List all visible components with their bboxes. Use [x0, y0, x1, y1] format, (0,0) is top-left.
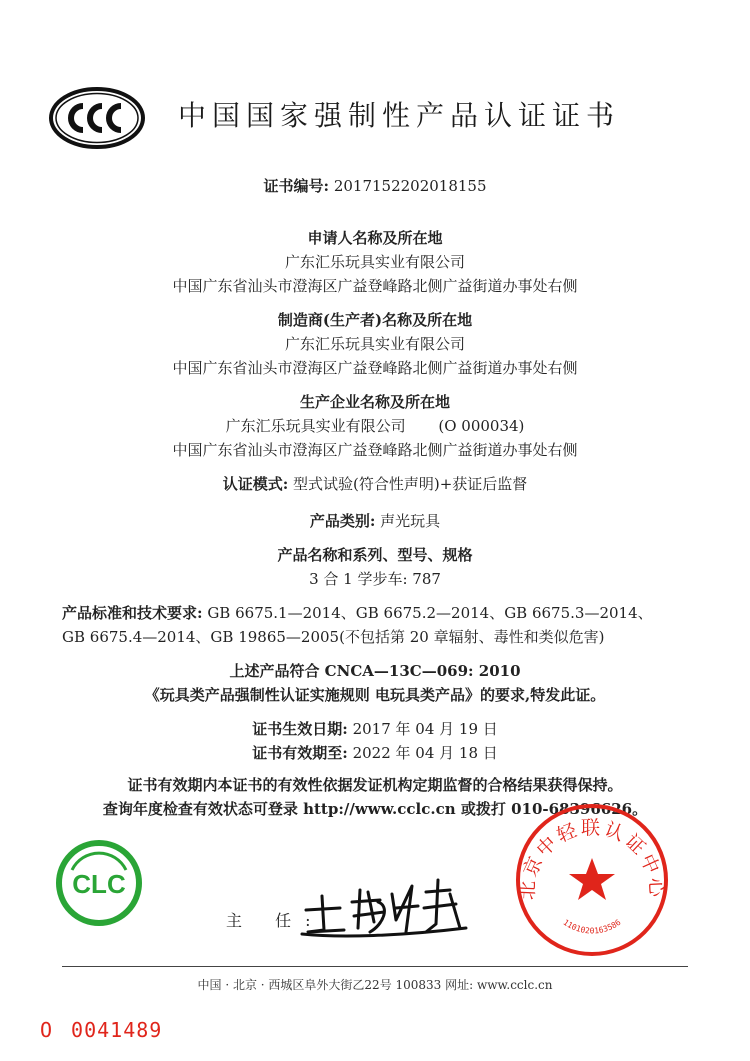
product-category-row	[0, 511, 750, 531]
expiry-date-label: 证书有效期至:	[252, 744, 348, 762]
issue-date-value: 2017 年 04 月 19 日	[352, 720, 498, 738]
factory-address: 中国广东省汕头市澄海区广益登峰路北侧广益街道办事处右侧	[172, 441, 578, 459]
issue-date-row	[0, 719, 750, 739]
factory-name-row	[0, 416, 750, 436]
expiry-date-value: 2022 年 04 月 18 日	[352, 744, 498, 762]
svg-text:1101020163586	[561, 918, 622, 936]
manufacturer-label: 制造商(生产者)名称及所在地	[277, 311, 473, 329]
director-signature	[300, 872, 470, 942]
standards-line-1: GB 6675.1—2014、GB 6675.2—2014、GB 6675.3—2014、	[207, 604, 653, 622]
product-category-label: 产品类别:	[309, 512, 376, 530]
standards-row-1	[62, 603, 722, 623]
serial-prefix: O	[40, 1018, 54, 1042]
certification-mode-row	[0, 474, 750, 494]
factory-code: (O 000034)	[438, 417, 525, 435]
seal-number: 1101020163586	[561, 917, 623, 936]
clc-logo-icon	[56, 840, 142, 926]
certificate-number-value: 2017152202018155	[333, 177, 487, 195]
standards-label: 产品标准和技术要求:	[62, 604, 203, 622]
factory-label: 生产企业名称及所在地	[299, 393, 450, 411]
certificate-number-row	[0, 176, 750, 196]
footer-divider	[62, 966, 688, 967]
conformity-line-2: 《玩具类产品强制性认证实施规则 电玩具类产品》的要求,特发此证。	[144, 686, 606, 704]
serial-number-row	[40, 1018, 162, 1042]
standards-line-2: GB 6675.4—2014、GB 19865—2005(不包括第 20 章辐射、毒性和类似危害)	[62, 628, 605, 646]
applicant-address: 中国广东省汕头市澄海区广益登峰路北侧广益街道办事处右侧	[172, 277, 578, 295]
issue-date-label: 证书生效日期:	[252, 720, 348, 738]
manufacturer-address: 中国广东省汕头市澄海区广益登峰路北侧广益街道办事处右侧	[172, 359, 578, 377]
footer-address: 中国 · 北京 · 西城区阜外大街乙22号 100833 网址: www.cclc.cn	[197, 978, 553, 992]
factory-name: 广东汇乐玩具实业有限公司	[225, 417, 406, 435]
applicant-name: 广东汇乐玩具实业有限公司	[284, 253, 465, 271]
clc-logo-text: CLC	[72, 869, 126, 899]
expiry-date-row	[0, 743, 750, 763]
ccc-logo-icon	[48, 86, 146, 150]
seal-text: 北京中轻联认证中心	[516, 817, 668, 901]
conformity-line-1: 上述产品符合 CNCA—13C—069: 2010	[229, 662, 521, 680]
product-value: 3 合 1 学步车: 787	[309, 570, 441, 588]
certification-mode-label: 认证模式:	[222, 475, 289, 493]
certification-seal	[512, 800, 672, 960]
product-category-value: 声光玩具	[380, 512, 441, 530]
certification-mode-value: 型式试验(符合性声明)+获证后监督	[293, 475, 528, 493]
manufacturer-name: 广东汇乐玩具实业有限公司	[284, 335, 465, 353]
validity-note: 证书有效期内本证书的有效性依据发证机构定期监督的合格结果获得保持。	[127, 776, 623, 794]
query-note: 查询年度检查有效状态可登录 http://www.cclc.cn 或拨打 010-68396626。	[102, 800, 648, 818]
director-label: 主 任:	[226, 911, 325, 930]
applicant-label: 申请人名称及所在地	[307, 229, 443, 247]
product-label: 产品名称和系列、型号、规格	[277, 546, 473, 564]
certificate-number-label: 证书编号:	[263, 177, 330, 195]
serial-number: 0041489	[71, 1018, 163, 1042]
certificate-title: 中国国家强制性产品认证证书	[178, 99, 621, 132]
